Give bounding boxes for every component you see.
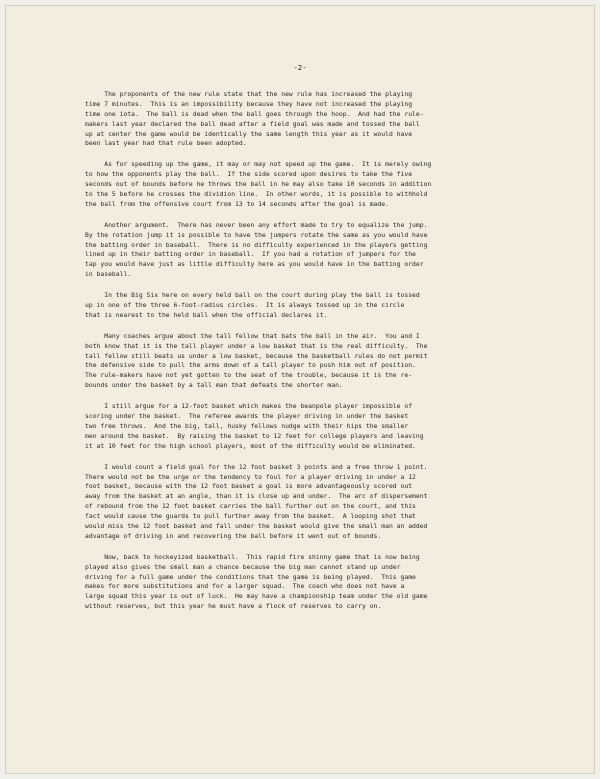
text-line: played also gives the small man a chance because the big man cannot stand up under	[85, 562, 401, 571]
text-line: I still argue for a 12-foot basket which makes the beanpole player impossible of	[85, 402, 413, 411]
text-line: been last year had that rule been adopted.	[85, 139, 247, 148]
text-line: The rule-makers have not yet gotten to the seat of the trouble, because it is the re-	[85, 371, 413, 380]
text-line: two free throws. And the big, tall, husky fellows nudge with their hips the smaller	[85, 421, 409, 430]
text-line: tall fellow still beats us under a low basket, because the basketball rules do not permit	[85, 351, 428, 360]
body-text	[85, 90, 553, 623]
text-line: to the 5 before he crosses the dividion line. In other words, it is possible to withhold	[85, 190, 428, 199]
text-line: fact would cause the guards to pull further away from the basket. A looping shot that	[85, 512, 416, 521]
text-line: time one iota. The ball is dead when the ball goes through the hoop. And had the rule-	[85, 109, 424, 118]
text-line: By the rotation jump it is possible to have the jumpers rotate the same as you would have	[85, 230, 428, 239]
text-line: Many coaches argue about the tall fellow that bats the ball in the air. You and I	[85, 331, 420, 340]
text-line: would miss the 12 foot basket and fall under the basket would give the small man an added	[85, 521, 428, 530]
text-line: Now, back to hockeyized basketball. This rapid fire shinny game that is now being	[85, 552, 420, 561]
text-line: that is nearest to the held ball when the official declares it.	[85, 310, 328, 319]
paragraph	[85, 463, 553, 542]
text-line: seconds out of bounds before he throws the ball in he may also take 10 seconds in addition	[85, 180, 432, 189]
paragraph	[85, 160, 553, 209]
text-line: without reserves, but this year he must have a flock of reserves to carry on.	[85, 602, 382, 611]
text-line: the defensive side to pull the arms down of a tall player to push him out of position.	[85, 361, 416, 370]
page-number: -2-	[293, 63, 307, 72]
paragraph	[85, 553, 553, 612]
text-line: in baseball.	[85, 270, 132, 279]
text-line: up in one of the three 6-foot-radius circles. It is always tossed up in the circle	[85, 301, 405, 310]
text-line: makes for more substitutions and for a larger squad. The coach who does not have a	[85, 582, 405, 591]
text-line: The proponents of the new rule state that the new rule has increased the playing	[85, 90, 413, 98]
text-line: men around the basket. By raising the basket to 12 feet for college players and leaving	[85, 431, 424, 440]
text-line: large squad this year is out of luck. He may have a championship team under the old game	[85, 592, 428, 601]
text-line: both know that it is the tall player under a low basket that is the real difficulty. The	[85, 341, 428, 350]
text-line: away from the basket at an angle, than it is close up and under. The arc of dispersement	[85, 492, 428, 501]
text-line: the batting order in baseball. There is no difficulty experienced in the players getting	[85, 240, 428, 249]
paragraph	[85, 402, 553, 451]
text-line: foot basket, because with the 12 foot basket a goal is more advantageously scored out	[85, 482, 413, 491]
text-line: it at 10 feet for the high school players, most of the difficulty would be eliminated.	[85, 441, 416, 450]
text-line: Another argument. There has never been any effort made to try to equalize the jump.	[85, 220, 428, 229]
text-line: of rebound from the 12 foot basket carries the ball further out on the court, and this	[85, 502, 416, 511]
text-line: As for speeding up the game, it may or may not speed up the game. It is merely owing	[85, 160, 432, 169]
document-page	[6, 6, 594, 773]
text-line: lined up in their batting order in baseball. If you had a rotation of jumpers for the	[85, 250, 416, 259]
text-line: I would count a field goal for the 12 foot basket 3 points and a free throw 1 point.	[85, 462, 428, 471]
paragraph	[85, 90, 553, 149]
paragraph	[85, 221, 553, 280]
text-line: makers last year declared the ball dead after a field goal was made and tossed the ball	[85, 119, 420, 128]
text-line: time 7 minutes. This is an impossibility because they have not increased the playing	[85, 99, 413, 108]
text-line: tap you would have just as little difficulty here as you would have in the batting order	[85, 260, 424, 269]
text-line: There would not be the urge or the tendency to foul for a player driving in under a 12	[85, 472, 416, 481]
text-line: the ball from the offensive court from 13 to 14 seconds after the goal is made.	[85, 199, 389, 208]
text-line: bounds under the basket by a tall man that defeats the shorter man.	[85, 381, 343, 390]
text-line: up at center the game would be identically the same length this year as it would have	[85, 129, 413, 138]
text-line: In the Big Six here on every held ball on the court during play the ball is tossed	[85, 291, 420, 300]
paragraph	[85, 291, 553, 321]
paragraph	[85, 332, 553, 391]
text-line: advantage of driving in and recovering the ball before it went out of bounds.	[85, 531, 382, 540]
text-line: to how the opponents play the ball. If the side scored upon desires to take the five	[85, 170, 413, 179]
text-line: scoring under the basket. The referee awards the player driving in under the basket	[85, 412, 409, 421]
text-line: driving for a full game under the conditions that the game is being played. This game	[85, 572, 416, 581]
